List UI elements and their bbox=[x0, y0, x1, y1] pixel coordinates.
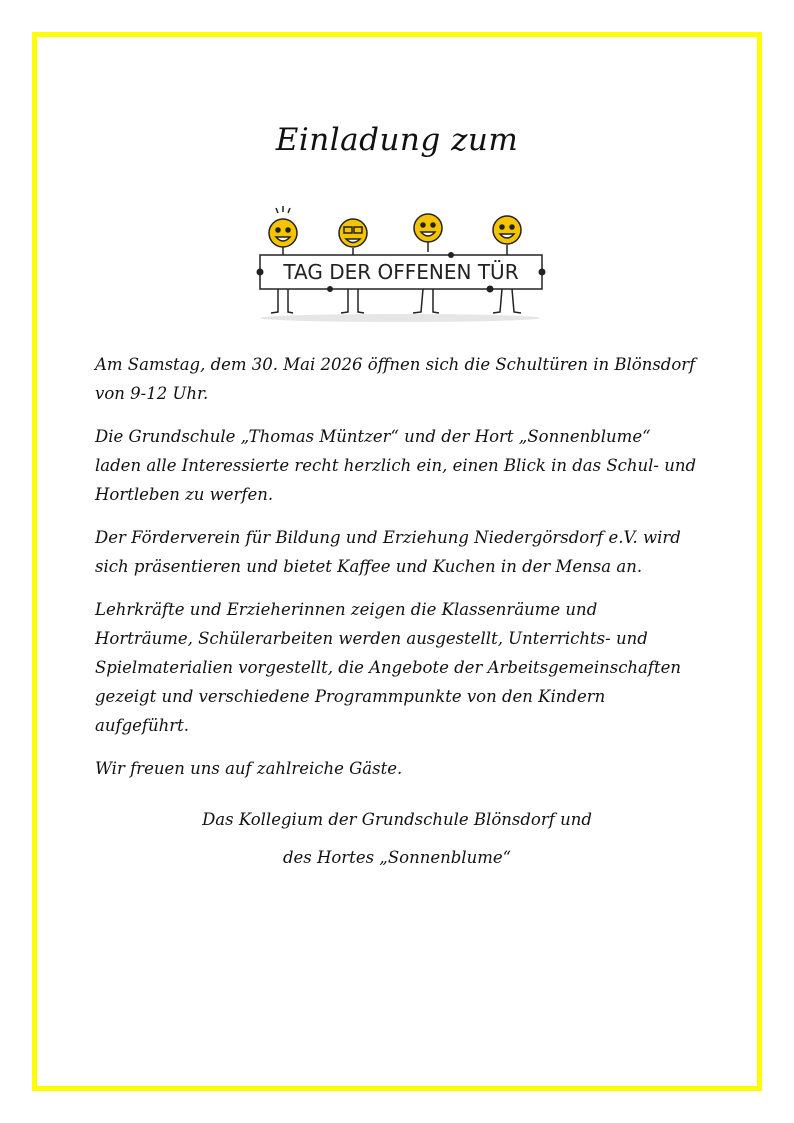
open-day-banner-image bbox=[245, 200, 555, 325]
paragraph-program: Lehrkräfte und Erzieherinnen zeigen die Klassenräume und Horträume, Schülerarbeiten werden ausgestellt, Unterrichts- und Spielmaterialien vorgestellt, die Angebote der Arbeitsgemeinschaften gezeigt und verschiedene Programmpunkte von den Kindern aufgeführt. bbox=[95, 600, 682, 735]
smiley-figure-2 bbox=[339, 219, 367, 257]
signature-line-1: Das Kollegium der Grundschule Blönsdorf und bbox=[202, 810, 592, 829]
paragraph-invite: Die Grundschule „Thomas Müntzer“ und der Hort „Sonnenblume“ laden alle Interessierte recht herzlich ein, einen Blick in das Schul- und Hortleben zu werfen. bbox=[95, 427, 697, 504]
page-title: Einladung zum bbox=[275, 122, 519, 158]
smiley-figure-1 bbox=[269, 206, 297, 255]
smiley-figure-4 bbox=[493, 216, 521, 255]
invitation-body bbox=[95, 350, 700, 797]
banner-text: TAG DER OFFENEN TÜR bbox=[283, 260, 519, 284]
smiley-figure-3 bbox=[414, 214, 442, 252]
figure-legs bbox=[271, 289, 521, 313]
paragraph-date: Am Samstag, dem 30. Mai 2026 öffnen sich die Schultüren in Blönsdorf von 9-12 Uhr. bbox=[95, 355, 696, 403]
signature-line-2: des Hortes „Sonnenblume“ bbox=[282, 848, 512, 867]
paragraph-foerderverein: Der Förderverein für Bildung und Erziehung Niedergörsdorf e.V. wird sich präsentieren und bietet Kaffee und Kuchen in der Mensa an. bbox=[95, 528, 681, 576]
paragraph-closing: Wir freuen uns auf zahlreiche Gäste. bbox=[95, 759, 403, 778]
